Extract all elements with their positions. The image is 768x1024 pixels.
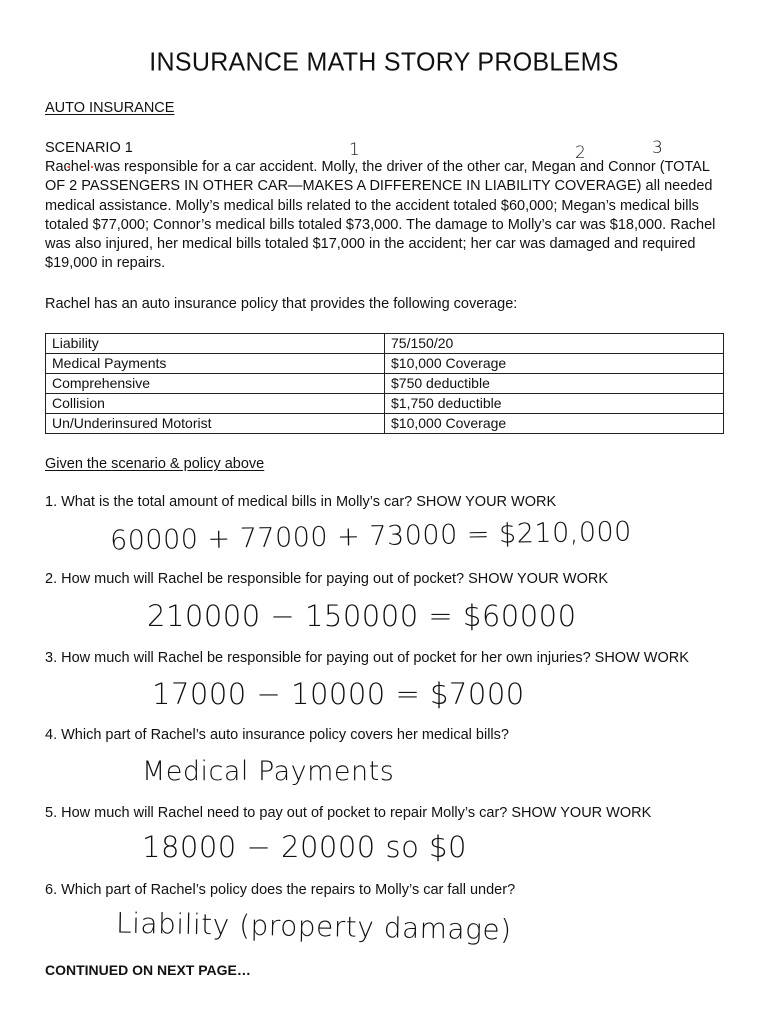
given-heading: Given the scenario & policy above: [45, 456, 265, 472]
coverage-value: $10,000 Coverage: [385, 414, 724, 434]
coverage-name: Comprehensive: [46, 374, 385, 394]
coverage-name: Medical Payments: [46, 354, 385, 374]
page-title: INSURANCE MATH STORY PROBLEMS: [149, 47, 619, 77]
highlighted-name: Rachel was: [45, 159, 120, 175]
handwritten-mark-1: 1: [349, 140, 360, 160]
handwritten-answer-3: 17000 − 10000 = $7000: [152, 677, 525, 711]
coverage-value: $750 deductible: [385, 374, 724, 394]
table-row: [46, 394, 724, 414]
handwritten-answer-4: Medical Payments: [142, 756, 395, 787]
handwritten-answer-5: 18000 − 20000 so $0: [142, 830, 467, 864]
handwritten-answer-2: 210000 − 150000 = $60000: [147, 599, 577, 633]
table-row: [46, 414, 724, 434]
question-6: 6. Which part of Rachel’s policy does the repairs to Molly’s car fall under?: [45, 882, 516, 898]
question-5: 5. How much will Rachel need to pay out of pocket to repair Molly’s car? SHOW YOUR WORK: [45, 805, 652, 821]
question-1: 1. What is the total amount of medical bills in Molly’s car? SHOW YOUR WORK: [45, 494, 557, 510]
handwritten-answer-6: Liability (property damage): [115, 906, 512, 947]
table-row: [46, 374, 724, 394]
question-4: 4. Which part of Rachel’s auto insurance policy covers her medical bills?: [45, 727, 509, 743]
coverage-value: $10,000 Coverage: [385, 354, 724, 374]
scenario-description: [45, 158, 730, 274]
coverage-value: 75/150/20: [385, 334, 724, 354]
scenario-heading: SCENARIO 1: [45, 140, 133, 156]
handwritten-mark-2: 2: [575, 143, 586, 163]
handwritten-answer-1: 60000 + 77000 + 73000 = $210,000: [109, 516, 633, 557]
policy-intro: Rachel has an auto insurance policy that provides the following coverage:: [45, 296, 518, 312]
scenario-text-body: responsible for a car accident. Molly, the driver of the other car, Megan and Connor (TOTAL OF 2 PASSENGERS IN OTHER CAR—MAKES A DIFFERENCE IN LIABILITY COVERAGE) all needed medical assistance. Molly’s medical bills related to the accident totaled $60,000; Megan’s medical bills totaled $77,000; Connor’s medical bills totaled $73,000. The damage to Molly’s car was $18,000. Rachel was also injured, her medical bills totaled $17,000 in the accident; her car was damaged and required $19,000 in repairs.: [45, 159, 716, 272]
coverage-value: $1,750 deductible: [385, 394, 724, 414]
table-row: [46, 334, 724, 354]
section-heading: AUTO INSURANCE: [45, 100, 175, 116]
coverage-table: [45, 333, 724, 434]
question-3: 3. How much will Rachel be responsible for paying out of pocket for her own injuries? SHOW WORK: [45, 650, 689, 666]
coverage-name: Un/Underinsured Motorist: [46, 414, 385, 434]
question-2: 2. How much will Rachel be responsible for paying out of pocket? SHOW YOUR WORK: [45, 571, 609, 587]
continued-note: CONTINUED ON NEXT PAGE…: [45, 962, 251, 978]
coverage-name: Collision: [46, 394, 385, 414]
table-row: [46, 354, 724, 374]
handwritten-mark-3: 3: [652, 138, 663, 158]
coverage-name: Liability: [46, 334, 385, 354]
